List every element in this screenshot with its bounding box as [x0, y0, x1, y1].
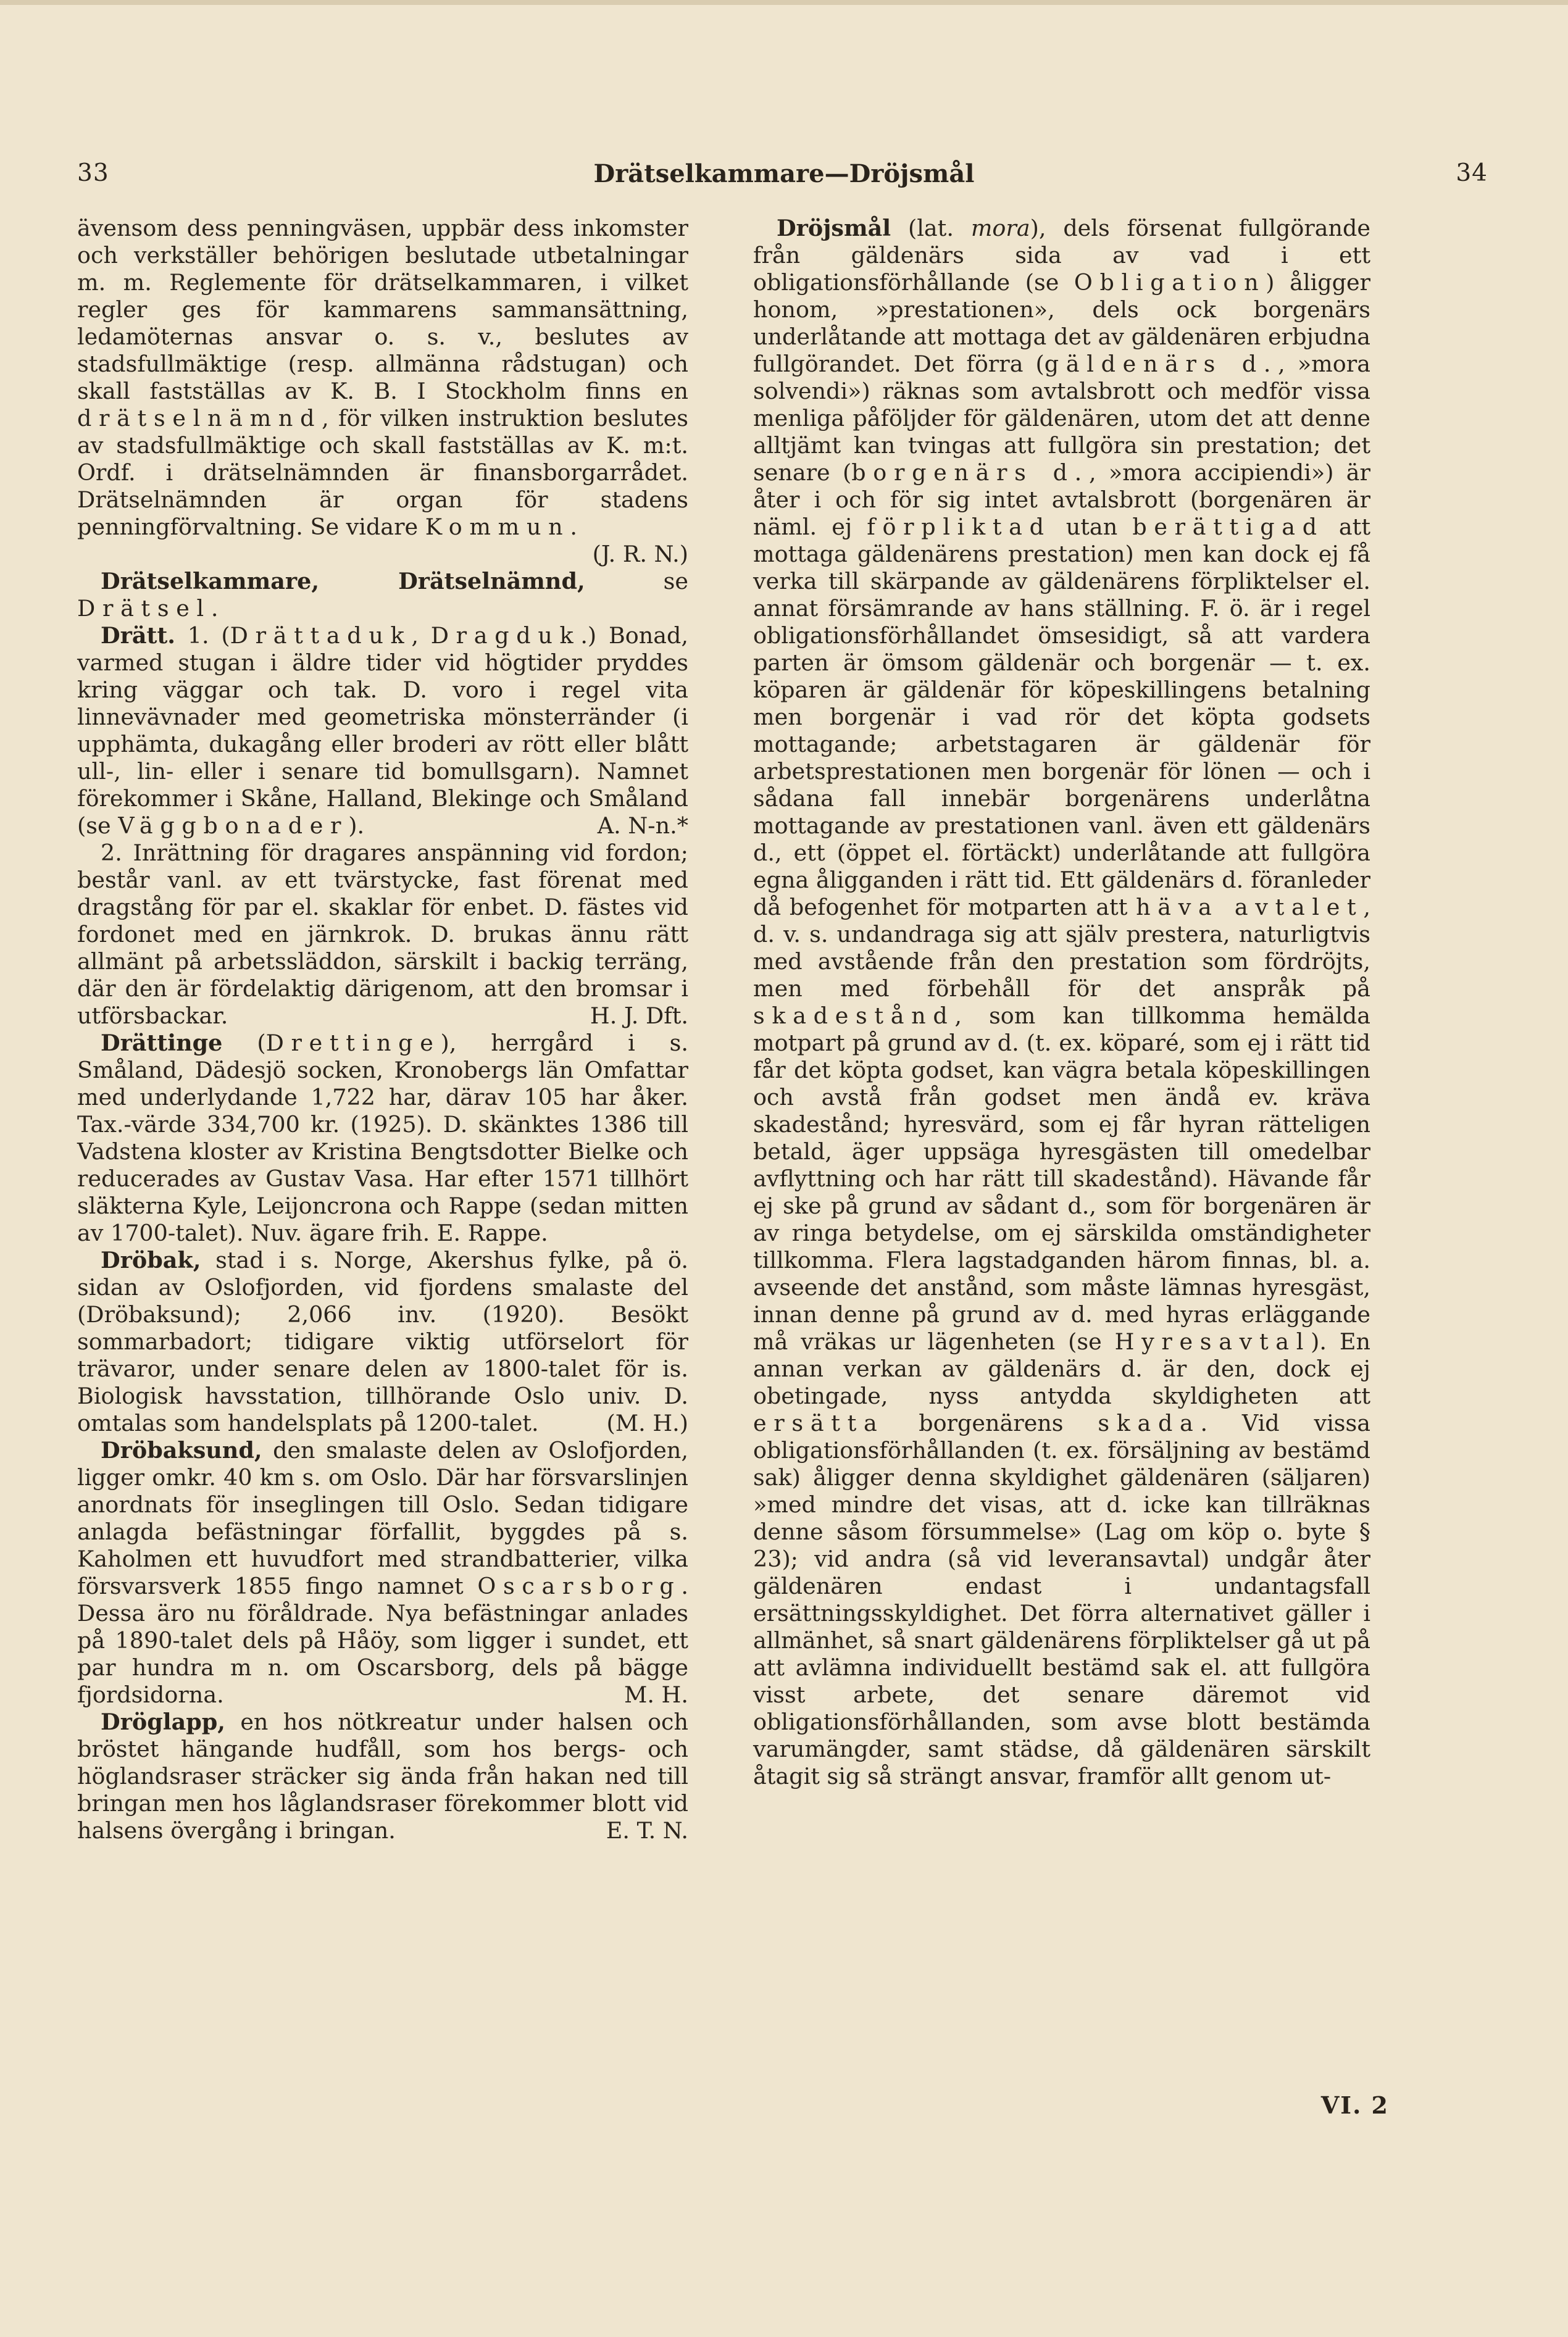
entry-lemma: Dröglapp, [101, 1709, 226, 1735]
entry-lemma: Dröbak, [101, 1247, 201, 1273]
page-number-right: 34 [1456, 159, 1488, 187]
entry-drattinge: Drättinge (Drettinge), herrgård i s. Småland, Dädesjö socken, Kronobergs län Omfattar med underlydande 1,722 har, därav 105 har åker. Tax.-värde 334,700 kr. (1925). D. skänktes 1386 till Vadstena kloster av Kristina Bengtsdotter Bielke och reducerades av Gustav Vasa. Har efter 1571 tillhört släkterna Kyle, Leijoncrona och Rappe (sedan mitten av 1700-talet). Nuv. ägare frih. E. Rappe. [77, 1030, 688, 1246]
author-signature: H. J. Dft. [590, 1002, 688, 1029]
author-signature: M. H. [623, 1681, 688, 1708]
top-edge-rule [0, 0, 1568, 5]
author-signature: A. N-n.* [597, 812, 688, 839]
printer-signature-mark: VI. 2 [1320, 2091, 1389, 2119]
page-number-left: 33 [77, 159, 109, 187]
entry-lemma: Dröjsmål [777, 215, 891, 241]
entry-dratt-2: 2. Inrättning för dragares anspänning vid fordon; består vanl. av ett tvärstycke, fast förenat med dragstång för par el. skaklar för enbet. D. fästes vid fordonet med en järnkrok. D. brukas ännu rätt allmänt på arbetssläddon, särskilt i backig terräng, där den är fördelaktig därigenom, att den bromsar i utförsbackar. H. J. Dft. [77, 839, 688, 1029]
author-signature: (M. H.) [606, 1410, 688, 1436]
entry-dratt: Drätt. 1. (Drättaduk, Dragduk.) Bonad, varmed stugan i äldre tider vid högtider pryddes kring väggar och tak. D. voro i regel vita linnevävnader med geometriska mönsterränder (i upphämta, dukagång eller broderi av rött eller blått ull-, lin- eller i senare tid bomullsgarn). Namnet förekommer i Skåne, Halland, Blekinge och Småland (se Väggbonader). A. N-n.* [77, 622, 688, 839]
right-column [753, 215, 1370, 1790]
entry-lemma: Drätselkammare, Drätselnämnd, [101, 568, 585, 594]
entry-dratselkammare-continued: ävensom dess penningväsen, uppbär dess inkomster och verkställer behörigen beslutade utbetalningar m. m. Reglemente för drätselkammaren, i vilket regler ges för kammarens sammansättning, ledamöternas ansvar o. s. v., beslutes av stadsfullmäktige (resp. allmänna rådstugan) och skall fastställas av K. B. I Stockholm finns en drätselnämnd, för vilken instruktion beslutes av stadsfullmäktige och skall fastställas av K. m:t. Ordf. i drätselnämnden är finansborgarrådet. Drätselnämnden är organ för stadens penningförvaltning. Se vidare Kommun. (J. R. N.) [77, 215, 688, 567]
author-signature: E. T. N. [606, 1817, 688, 1844]
entry-drobak: Dröbak, stad i s. Norge, Akershus fylke, på ö. sidan av Oslofjorden, vid fjordens smalaste del (Dröbaksund); 2,066 inv. (1920). Besökt sommarbadort; tidigare viktig utförselort för trävaror, under senare delen av 1800-talet för is. Biologisk havsstation, tillhörande Oslo univ. D. omtalas som handelsplats på 1200-talet. (M. H.) [77, 1247, 688, 1436]
entry-lemma: Drättinge [101, 1030, 223, 1056]
author-signature: (J. R. N.) [592, 541, 688, 567]
entry-lemma: Dröbaksund, [101, 1437, 262, 1464]
entry-droglapp: Dröglapp, en hos nötkreatur under halsen och bröstet hängande hudfåll, som hos bergs- och höglandsraser sträcker sig ända från hakan ned till bringan men hos låglandsraser förekommer blott vid halsens övergång i bringan. E. T. N. [77, 1709, 688, 1844]
entry-dratselkammare-ref: Drätselkammare, Drätselnämnd, se Drätsel. [77, 568, 688, 622]
entry-drobaksund: Dröbaksund, den smalaste delen av Oslofjorden, ligger omkr. 40 km s. om Oslo. Där har försvarslinjen anordnats för inseglingen till Oslo. Sedan tidigare anlagda befästningar förfallit, byggdes på s. Kaholmen ett huvudfort med strandbatterier, vilka försvarsverk 1855 fingo namnet Oscarsborg. Dessa äro nu föråldrade. Nya befästningar anlades på 1890-talet dels på Håöy, som ligger i sundet, ett par hundra m n. om Oscarsborg, dels på bägge fjordsidorna. M. H. [77, 1437, 688, 1708]
entry-lemma: Drätt. [101, 622, 175, 649]
running-head: Drätselkammare—Dröjsmål [593, 159, 975, 188]
entry-drojsmal: Dröjsmål (lat. mora), dels försenat fullgörande från gäldenärs sida av vad i ett obligationsförhållande (se Obligation) åligger honom, »prestationen», dels ock borgenärs underlåtande att mottaga det av gäldenären erbjudna fullgörandet. Det förra (gäldenärs d., »mora solvendi») räknas som avtalsbrott och medför vissa menliga påföljder för gäldenären, utom det att denne alltjämt kan tvingas att fullgöra sin prestation; det senare (borgenärs d., »mora accipiendi») är åter i och för sig intet avtalsbrott (borgenären är näml. ej förpliktad utan berättigad att mottaga gäldenärens prestation) men kan dock ej få verka till skärpande av gäldenärens förpliktelser el. annat försämrande av hans ställning. F. ö. är i regel obligationsförhållandet ömsesidigt, så att vardera parten är ömsom gäldenär och borgenär — t. ex. köparen är gäldenär för köpeskillingens betalning men borgenär i vad rör det köpta godsets mottagande; arbetstagaren är gäldenär för arbetsprestationen men borgenär för lönen — och i sådana fall innebär borgenärens underlåtna mottagande av prestationen vanl. även ett gäldenärs d., ett (öppet el. förtäckt) underlåtande att fullgöra egna åligganden i rätt tid. Ett gäldenärs d. föranleder då befogenhet för motparten att häva avtalet, d. v. s. undandraga sig att själv prestera, naturligtvis med avstående från den prestation som fördröjts, men med förbehåll för det anspråk på skadestånd, som kan tillkomma hemälda motpart på grund av d. (t. ex. köparé, som ej i rätt tid får det köpta godset, kan vägra betala köpeskillingen och avstå från godset men ändå ev. kräva skadestånd; hyresvärd, som ej får hyran rätteligen betald, äger uppsäga hyresgästen till omedelbar avflyttning och har rätt till skadestånd). Hävande får ej ske på grund av sådant d., som för borgenären är av ringa betydelse, om ej särskilda omständigheter tillkomma. Flera lagstadganden härom finnas, bl. a. avseende det anstånd, som måste lämnas hyresgäst, innan denne på grund av d. med hyras erläggande må vräkas ur lägenheten (se Hyresavtal). En annan verkan av gäldenärs d. är den, dock ej obetingade, nyss antydda skyldigheten att ersätta borgenärens skada. Vid vissa obligationsförhållanden (t. ex. försäljning av bestämd sak) åligger denna skyldighet gäldenären (säljaren) »med mindre det visas, att d. icke kan tillräknas denne såsom försummelse» (Lag om köp o. byte § 23); vid andra (så vid leveransavtal) undgår åter gäldenären endast i undantagsfall ersättningsskyldighet. Det förra alternativet gäller i allmänhet, så snart gäldenärens förpliktelser gå ut på att avlämna individuellt bestämd sak el. att fullgöra visst arbete, det senare däremot vid obligationsförhållanden, som avse blott bestämda varumängder, samt städse, då gäldenären särskilt åtagit sig så strängt ansvar, framför allt genom ut- [753, 215, 1371, 1789]
left-column [77, 215, 688, 1844]
